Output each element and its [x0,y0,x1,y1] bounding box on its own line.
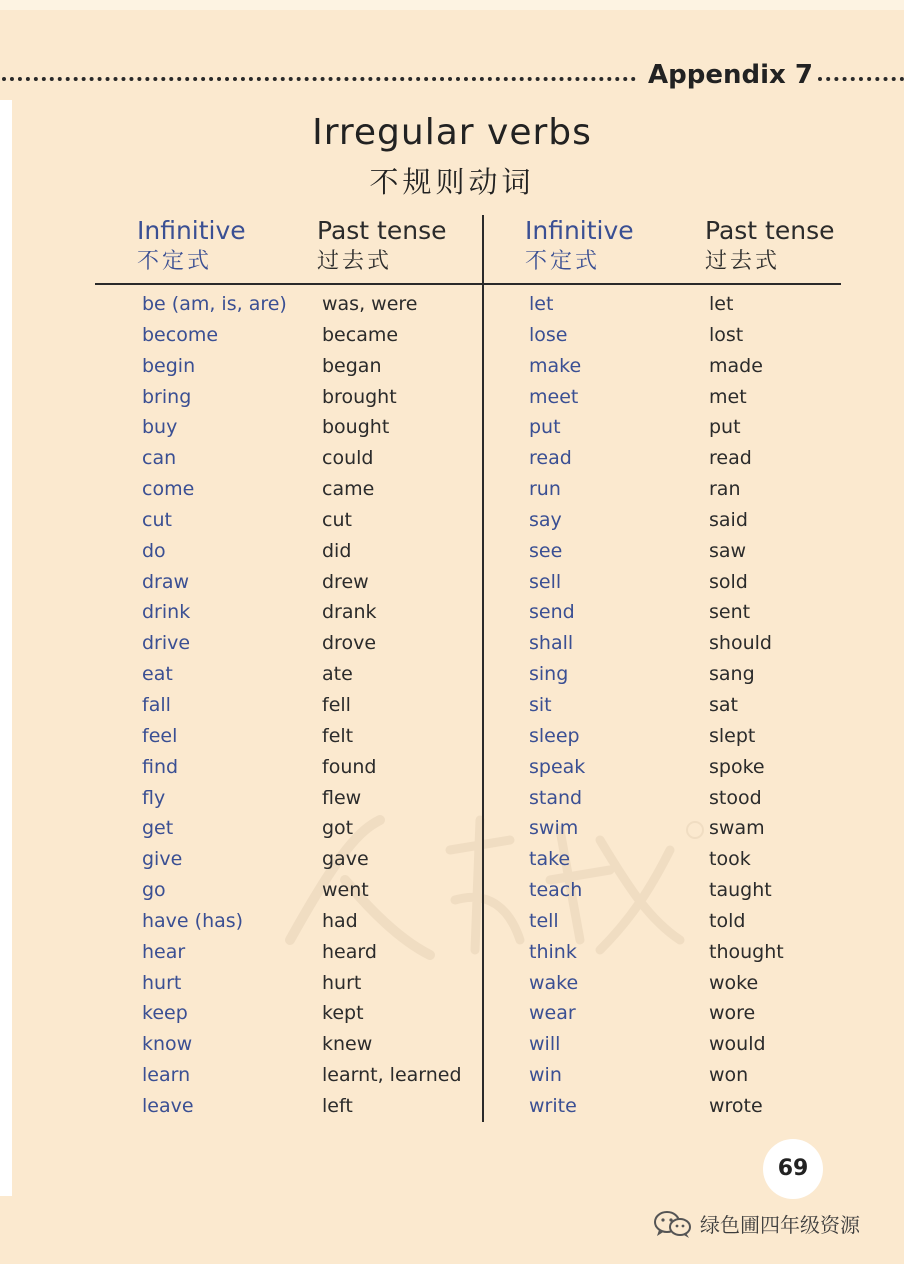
list-item: was, were [322,293,418,315]
list-item: hurt [142,971,182,994]
list-item: went [322,879,369,902]
list-item: hurt [322,971,362,994]
list-item: buy [142,416,178,439]
list-item: draw [142,570,190,593]
list-item: brought [322,385,397,408]
list-item: know [142,1033,193,1056]
column-header-label-cn: 过去式 [705,249,781,274]
column-header-label: Past tense [317,216,447,245]
list-item: thought [709,940,784,963]
infinitive-list-right [529,289,585,1122]
list-item: drive [142,632,191,655]
list-item: think [529,940,577,963]
column-header-label-cn: 过去式 [317,249,393,274]
page-title: Irregular verbs [312,112,592,153]
header-underline [95,283,841,285]
list-item: lost [709,323,744,346]
list-item: begin [142,354,196,377]
list-item: bought [322,416,390,439]
list-item: wore [709,1002,756,1025]
past-tense-list-right [709,289,784,1122]
list-item: stand [529,786,583,809]
column-header-label-cn: 不定式 [525,249,601,274]
publisher-watermark [250,790,710,970]
list-item: told [709,909,746,932]
list-item: drove [322,632,377,655]
list-item: shall [529,632,574,655]
infinitive-list-left [142,289,287,1122]
list-item: found [322,755,377,778]
list-item: wake [529,971,579,994]
list-item: put [709,416,741,439]
list-item: speak [529,755,586,778]
list-item: came [322,478,375,501]
list-item: run [529,478,561,501]
list-item: should [709,632,772,655]
list-item: be (am, is, are) [142,293,287,315]
list-item: can [142,447,177,470]
list-item: sold [709,570,748,593]
list-item: do [142,539,166,562]
wechat-account-label: 绿色圃四年级资源 [700,1213,860,1237]
column-header-label: Past tense [705,216,835,245]
column-header-label: Infinitive [137,216,246,245]
list-item: took [709,848,751,871]
list-item: woke [709,971,759,994]
list-item: get [142,817,174,840]
list-item: swam [709,817,765,840]
column-header-past-right [705,215,834,277]
list-item: could [322,447,374,470]
column-header-infinitive-left [137,215,246,277]
list-item: felt [322,724,354,747]
list-item: will [529,1033,561,1056]
list-item: sat [709,693,738,716]
list-item: began [322,354,382,377]
list-item: taught [709,879,772,902]
appendix-header [0,56,904,100]
dotted-divider-right [818,77,904,81]
list-item: would [709,1033,766,1056]
list-item: keep [142,1002,188,1025]
list-item: sleep [529,724,580,747]
list-item: drew [322,570,369,593]
list-item: sing [529,663,569,686]
list-item: teach [529,879,583,902]
column-divider [482,215,484,1122]
list-item: learnt, learned [322,1064,462,1087]
list-item: drink [142,601,191,624]
list-item: wrote [709,1094,763,1117]
column-header-infinitive-right [525,215,634,277]
list-item: feel [142,724,178,747]
list-item: fall [142,693,171,716]
list-item: read [529,447,572,470]
list-item: swim [529,817,579,840]
list-item: had [322,909,358,932]
list-item: knew [322,1033,373,1056]
list-item: learn [142,1064,191,1087]
list-item: become [142,323,219,346]
list-item: lose [529,323,568,346]
page-number: 69 [763,1139,823,1199]
list-item: wear [529,1002,576,1025]
list-item: cut [322,508,352,531]
list-item: sell [529,570,562,593]
list-item: saw [709,539,747,562]
list-item: make [529,354,582,377]
list-item: bring [142,385,192,408]
list-item: flew [322,786,362,809]
list-item: have (has) [142,909,244,932]
column-header-label-cn: 不定式 [137,249,213,274]
list-item: drank [322,601,377,624]
list-item: fell [322,693,351,716]
list-item: tell [529,909,559,932]
list-item: made [709,354,763,377]
past-tense-list-left [322,289,462,1122]
list-item: fly [142,786,166,809]
page-top-edge [0,0,904,10]
wechat-icon [651,1209,695,1239]
list-item: see [529,539,563,562]
list-item: sit [529,693,552,716]
list-item: send [529,601,575,624]
list-item: put [529,416,561,439]
list-item: find [142,755,179,778]
list-item: met [709,385,747,408]
list-item: won [709,1064,749,1087]
list-item: meet [529,385,579,408]
list-item: say [529,508,562,531]
list-item: left [322,1094,353,1117]
list-item: leave [142,1094,194,1117]
list-item: go [142,879,166,902]
list-item: come [142,478,195,501]
list-item: take [529,848,571,871]
list-item: did [322,539,352,562]
list-item: gave [322,848,369,871]
list-item: stood [709,786,762,809]
list-item: kept [322,1002,364,1025]
list-item: let [709,293,734,315]
appendix-title: Appendix 7 [648,60,813,90]
list-item: give [142,848,183,871]
list-item: read [709,447,752,470]
list-item: sang [709,663,755,686]
list-item: hear [142,940,186,963]
list-item: eat [142,663,173,686]
list-item: became [322,323,399,346]
list-item: write [529,1094,577,1117]
column-header-past-left [317,215,446,277]
dotted-divider-left [2,77,636,81]
column-header-label: Infinitive [525,216,634,245]
list-item: heard [322,940,377,963]
list-item: ran [709,478,741,501]
list-item: ate [322,663,353,686]
list-item: let [529,293,554,315]
list-item: win [529,1064,562,1087]
list-item: sent [709,601,751,624]
list-item: slept [709,724,756,747]
list-item: said [709,508,748,531]
page-left-margin [0,100,12,1196]
list-item: cut [142,508,172,531]
page-subtitle: 不规则动词 [369,165,535,199]
list-item: got [322,817,354,840]
list-item: spoke [709,755,765,778]
